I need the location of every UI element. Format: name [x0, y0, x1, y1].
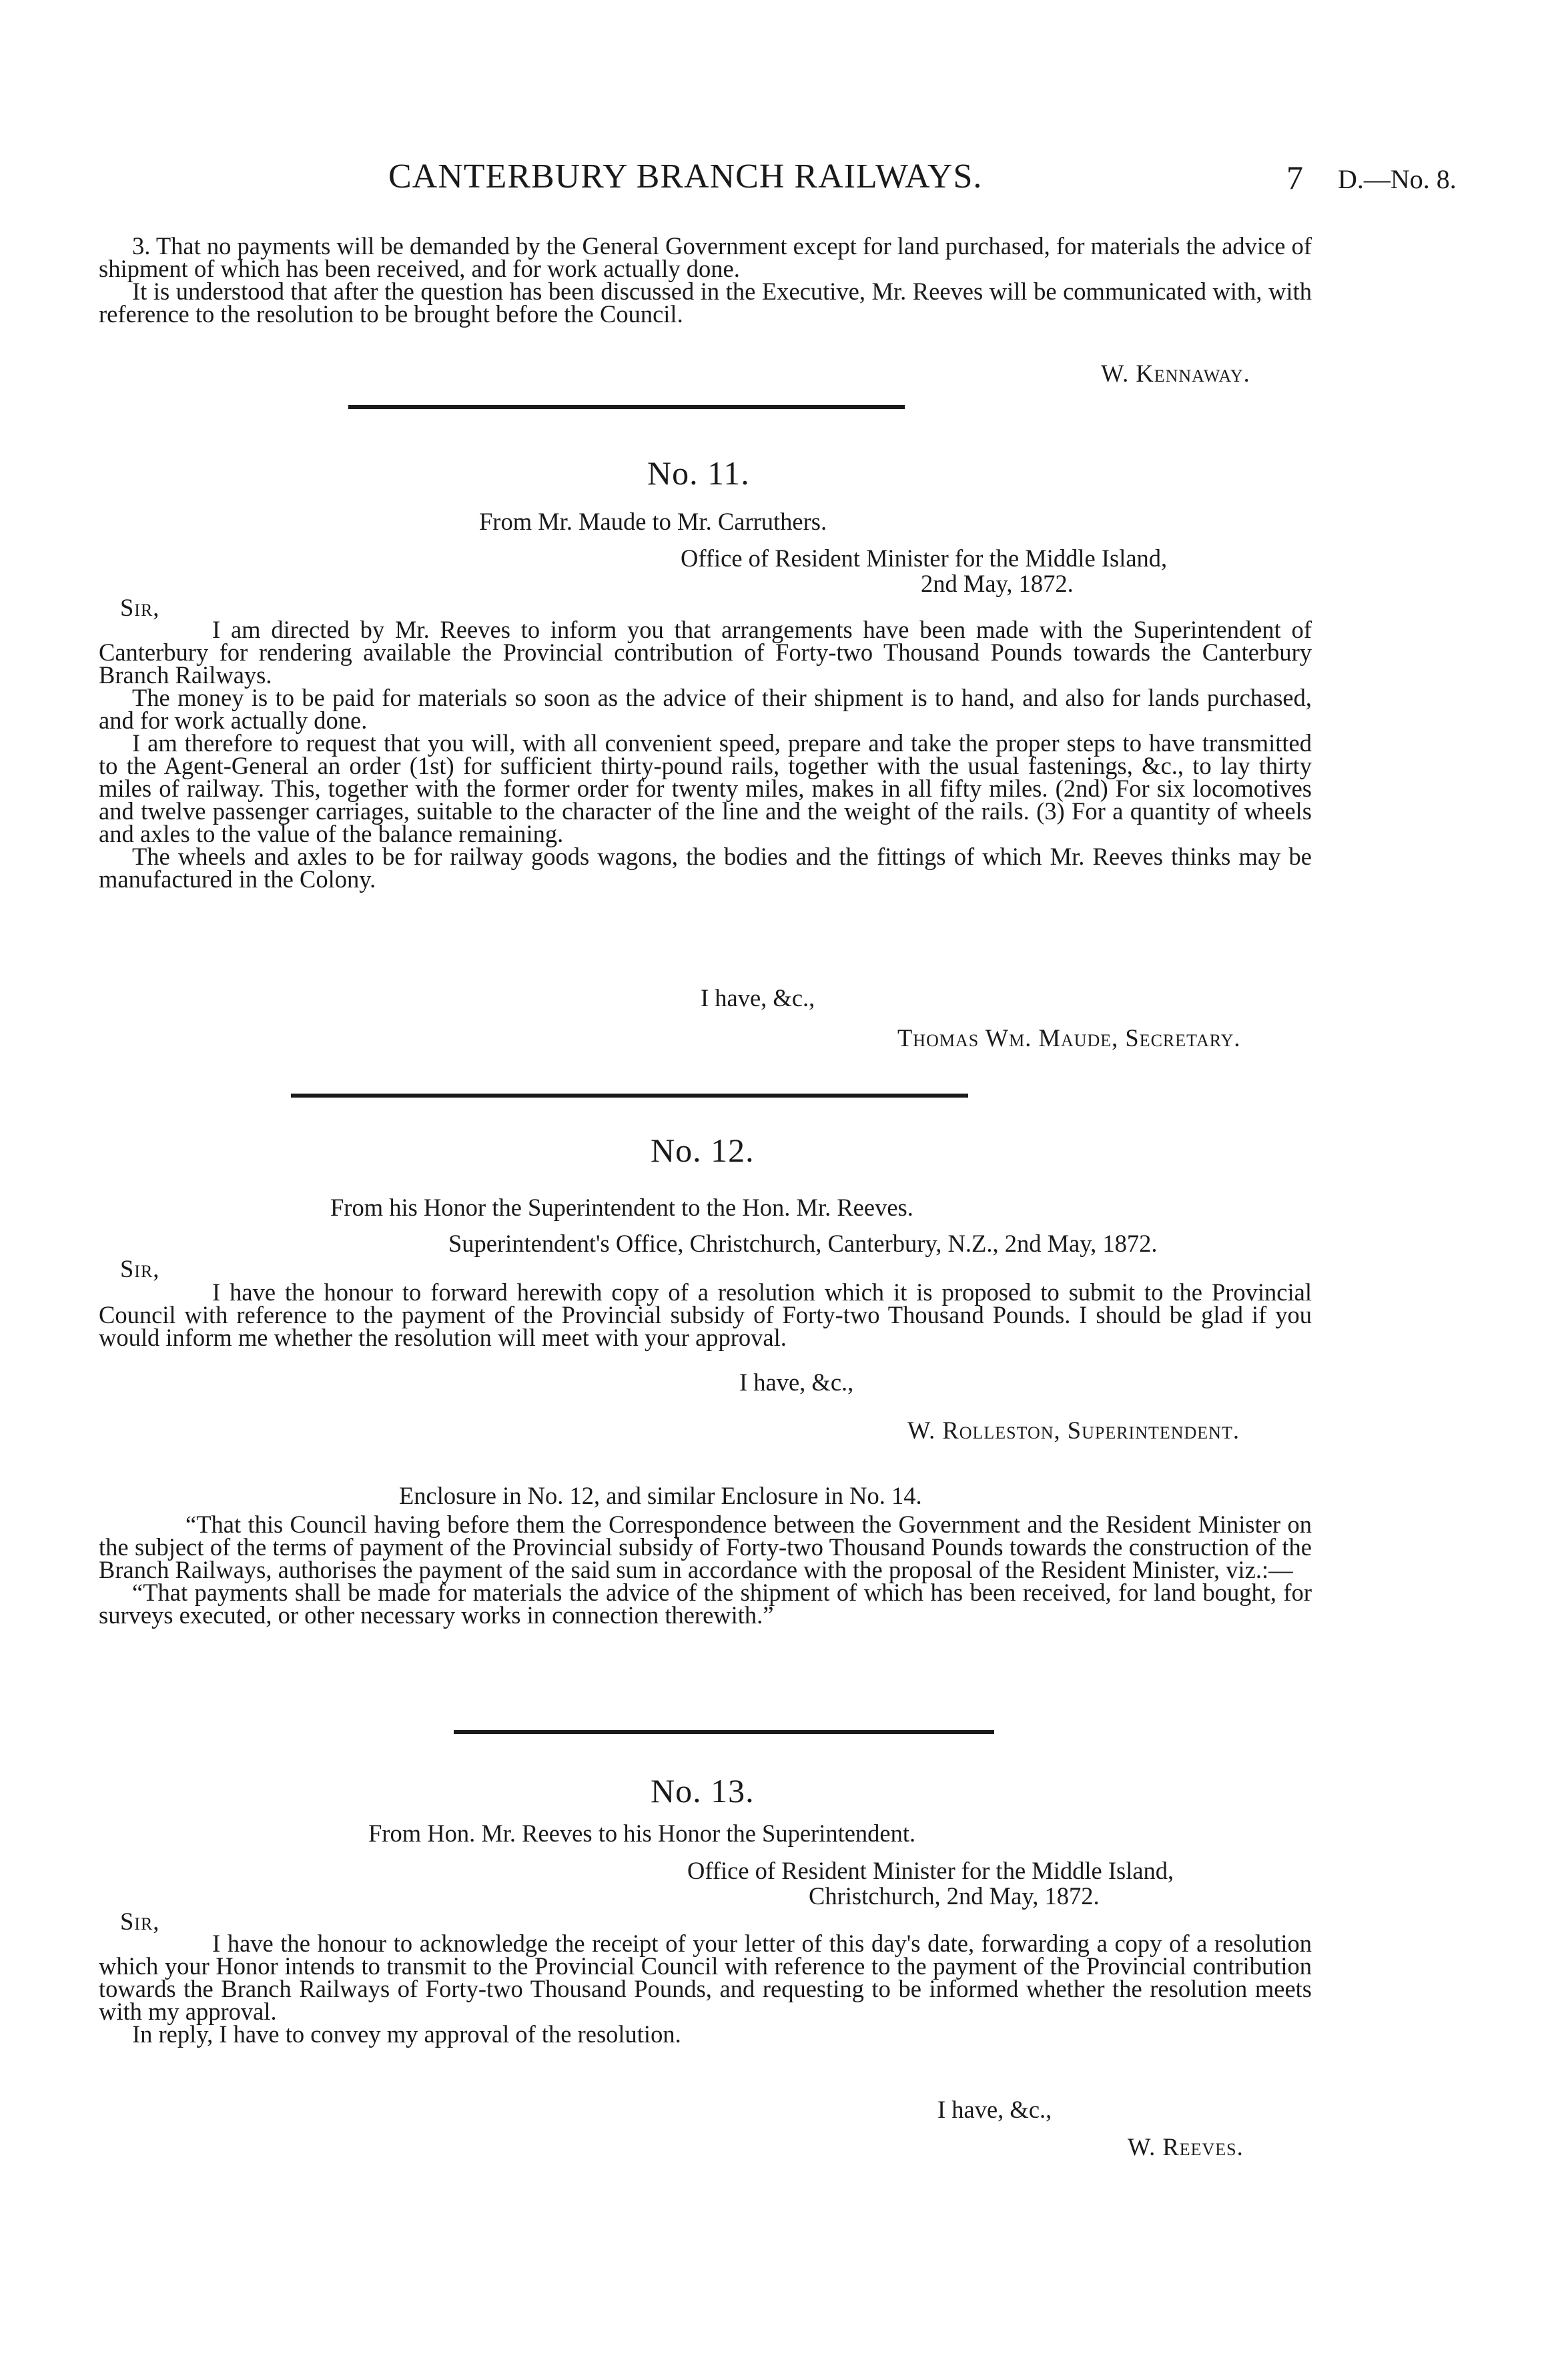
letter-13-from: From Hon. Mr. Reeves to his Honor the Superintendent.	[368, 1820, 916, 1847]
letter-12-address: Superintendent's Office, Christchurch, Canterbury, N.Z., 2nd May, 1872.	[448, 1230, 1158, 1257]
letter-13-paragraph: In reply, I have to convey my approval of the resolution.	[132, 2020, 681, 2048]
letter-13-closing: I have, &c.,	[937, 2096, 1052, 2123]
section-divider	[348, 405, 905, 409]
enclosure-paragraph: “That this Council having before them the Correspondence between the Government and the Resident Minister on the subject of the terms of payment of the Provincial subsidy of Forty-two Thousand Pounds towards the construction of the Branch Railways, authorises the payment of the said sum in accordance with the proposal of the Resident Minister, viz.:—	[99, 1511, 1312, 1583]
letter-12-body	[99, 1278, 1312, 1351]
letter-13-signature: W. Reeves.	[1128, 2133, 1244, 2160]
enclosure-heading: Enclosure in No. 12, and similar Enclosure in No. 14.	[399, 1482, 922, 1509]
section-divider	[454, 1730, 994, 1734]
intro-signature: W. Kennaway.	[1101, 360, 1250, 387]
intro-paragraph: 3. That no payments will be demanded by the General Government except for land purchased, for materials the advice of shipment of which has been received, and for work actually done.	[99, 232, 1312, 282]
letter-11-date: 2nd May, 1872.	[921, 570, 1074, 597]
letter-11-address-1: Office of Resident Minister for the Middle Island,	[681, 544, 1168, 572]
letter-13-date: Christchurch, 2nd May, 1872.	[809, 1882, 1100, 1910]
intro-section	[99, 232, 1312, 328]
letter-11-from: From Mr. Maude to Mr. Carruthers.	[479, 508, 827, 535]
letter-12-from: From his Honor the Superintendent to the Hon. Mr. Reeves.	[330, 1194, 913, 1221]
letter-11-paragraph: The money is to be paid for materials so soon as the advice of their shipment is to hand, and also for lands purchased, and for work actually done.	[99, 684, 1312, 734]
letter-12-number: No. 12.	[651, 1132, 755, 1169]
enclosure-paragraph: “That payments shall be made for materials the advice of the shipment of which has been received, for land bought, for surveys executed, or other necessary works in connection therewith.”	[99, 1579, 1312, 1629]
enclosure-body	[99, 1513, 1312, 1627]
letter-12-closing: I have, &c.,	[739, 1368, 854, 1396]
letter-11-paragraph: I am directed by Mr. Reeves to inform you that arrangements have been made with the Superintendent of Canterbury for rendering available the Provincial contribution of Forty-two Thousand Pounds towards the Canterbury Branch Railways.	[99, 616, 1312, 689]
letter-11-number: No. 11.	[647, 454, 750, 492]
letter-12-paragraph: I have the honour to forward herewith copy of a resolution which it is proposed to submit to the Provincial Council with reference to the payment of the Provincial subsidy of Forty-two Thousand Pounds. I should be glad if you would inform me whether the resolution will meet with your approval.	[99, 1278, 1312, 1351]
letter-13-paragraph: I have the honour to acknowledge the receipt of your letter of this day's date, forwarding a copy of a resolution which your Honor intends to transmit to the Provincial Council with reference to the payment of the Provincial contribution towards the Branch Railways of Forty-two Thousand Pounds, and requesting to be informed whether the resolution meets with my approval.	[99, 1930, 1312, 2025]
letter-13-number: No. 13.	[651, 1772, 755, 1810]
letter-12-signature: W. Rolleston, Superintendent.	[907, 1417, 1240, 1444]
letter-13-body	[99, 1932, 1312, 2046]
page-number: 7	[1286, 159, 1303, 196]
letter-11-paragraph: I am therefore to request that you will, with all convenient speed, prepare and take the proper steps to have transmitted to the Agent-General an order (1st) for sufficient thirty-pound rails, together with the usual fastenings, &c., to lay thirty miles of railway. This, together with the former order for twenty miles, makes in all fifty miles. (2nd) For six locomotives and twelve passenger carriages, suitable to the character of the line and the weight of the rails. (3) For a quantity of wheels and axles to the value of the balance remaining.	[99, 729, 1312, 847]
intro-paragraph: It is understood that after the question has been discussed in the Executive, Mr. Reeves will be communicated with, with reference to the resolution to be brought before the Council.	[99, 278, 1312, 328]
letter-11-closing: I have, &c.,	[701, 984, 815, 1012]
running-header-title: CANTERBURY BRANCH RAILWAYS.	[388, 157, 983, 195]
letter-11-signature: Thomas Wm. Maude, Secretary.	[897, 1024, 1241, 1052]
letter-12-salutation: Sir,	[120, 1255, 160, 1282]
letter-13-salutation: Sir,	[120, 1908, 160, 1935]
letter-13-address-1: Office of Resident Minister for the Middle Island,	[687, 1857, 1174, 1884]
section-divider	[291, 1094, 968, 1098]
letter-11-salutation: Sir,	[120, 594, 160, 621]
paper-reference: D.—No. 8.	[1338, 164, 1457, 194]
letter-11-paragraph: The wheels and axles to be for railway goods wagons, the bodies and the fittings of which Mr. Reeves thinks may be manufactured in the Colony.	[99, 843, 1312, 893]
letter-11-body	[99, 616, 1312, 893]
